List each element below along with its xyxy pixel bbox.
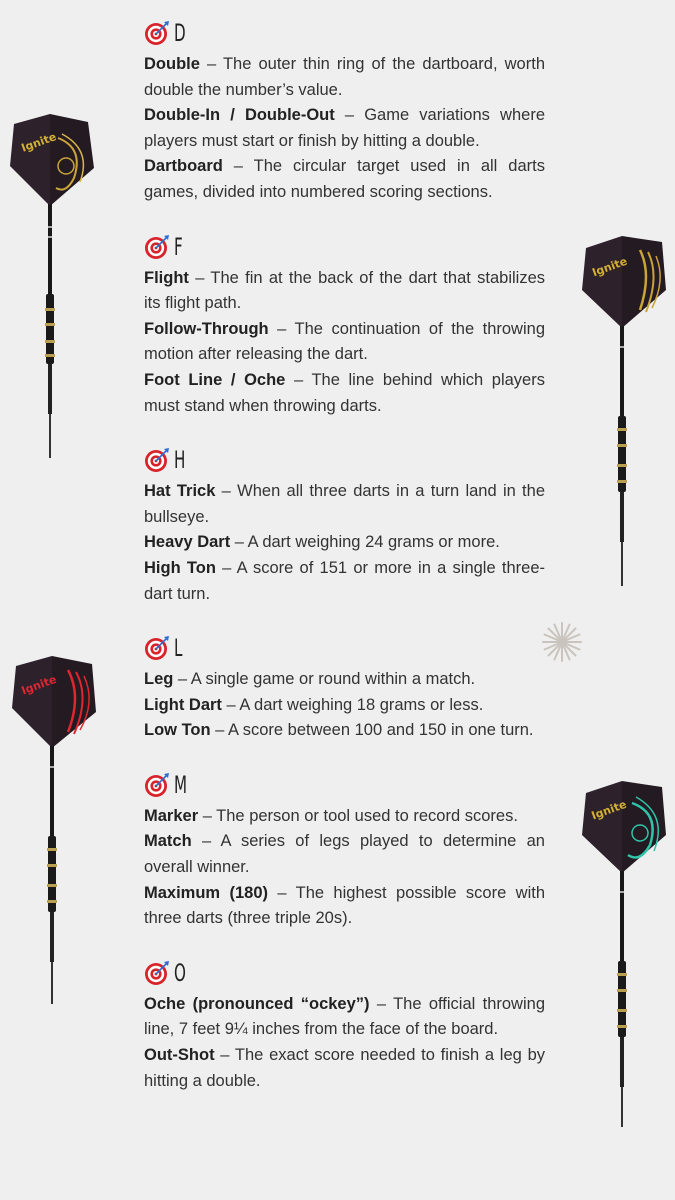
section-heading: [144, 18, 545, 48]
glossary-entry: [144, 881, 545, 932]
entry-term: Foot Line / Oche: [144, 370, 286, 389]
glossary-entry: [144, 154, 545, 205]
entry-term: Heavy Dart: [144, 533, 231, 552]
svg-text:Ignite: Ignite: [19, 672, 59, 698]
entry-term: Double: [144, 55, 200, 73]
section-heading: [144, 445, 545, 475]
entry-description: – The person or tool used to record scores.: [198, 806, 518, 825]
section-heading: [144, 958, 545, 988]
svg-text:Ignite: Ignite: [589, 797, 629, 823]
section-heading: [144, 770, 545, 800]
entry-description: – A dart weighing 24 grams or more.: [230, 533, 500, 552]
glossary-entry: [144, 530, 545, 556]
dart-image-gold-claw: [580, 230, 670, 590]
entry-term: Double-In / Double-Out: [144, 106, 335, 125]
entry-description: – A series of legs played to determine an overall winner.: [144, 832, 545, 877]
glossary-section: [144, 18, 545, 206]
glossary-entry: [144, 368, 545, 419]
glossary-entry: [144, 317, 545, 368]
entry-term: Flight: [144, 268, 189, 287]
glossary-entry: [144, 718, 545, 744]
entry-term: Oche (pronounced “ockey”): [144, 994, 370, 1013]
entry-description: – The line behind which players must stand when throwing darts.: [144, 370, 545, 415]
glossary-entry: [144, 479, 545, 530]
section-heading: [144, 633, 545, 663]
entry-term: Follow-Through: [144, 319, 269, 338]
glossary-entry: [144, 266, 545, 317]
glossary-entry: [144, 804, 545, 830]
entry-term: Low Ton: [144, 721, 211, 740]
starburst-icon: [540, 620, 584, 664]
svg-text:Ignite: Ignite: [19, 130, 59, 155]
dart-image-teal-swirl: [580, 775, 670, 1135]
glossary-entry: [144, 556, 545, 607]
section-letter: L: [174, 634, 183, 663]
section-letter: D: [174, 19, 186, 47]
section-letter: H: [174, 446, 186, 475]
entry-description: – The circular target used in all darts games, divided into numbered scoring sections.: [144, 157, 545, 201]
glossary-section: [144, 958, 545, 1094]
target-icon: [144, 234, 170, 260]
entry-description: – When all three darts in a turn land in the bullseye.: [144, 482, 545, 526]
glossary-section: [144, 770, 545, 932]
entry-term: Maximum (180): [144, 883, 268, 902]
entry-description: – Game variations where players must start or finish by hitting a double.: [144, 106, 545, 150]
dart-image-red-claw: [10, 650, 100, 1010]
entry-description: – The continuation of the throwing motion after releasing the dart.: [144, 319, 545, 364]
glossary-entry: [144, 693, 545, 719]
glossary-entry: [144, 103, 545, 154]
entry-term: Hat Trick: [144, 482, 216, 501]
entry-description: – The official throwing line, 7 feet 9¼ inches from the face of the board.: [144, 994, 545, 1039]
glossary-entry: [144, 667, 545, 693]
entry-description: – A score of 151 or more in a single three-dart turn.: [144, 558, 545, 603]
glossary-section: [144, 633, 545, 744]
dart-image-gold-swirl: [8, 108, 98, 468]
entry-description: – The fin at the back of the dart that stabilizes its flight path.: [144, 268, 545, 313]
glossary-entry: [144, 829, 545, 880]
glossary-entry: [144, 52, 545, 103]
target-icon: [144, 447, 170, 473]
entry-term: Leg: [144, 670, 174, 689]
entry-term: Marker: [144, 806, 199, 825]
entry-term: High Ton: [144, 558, 216, 577]
entry-description: – The exact score needed to finish a leg by hitting a double.: [144, 1046, 545, 1090]
section-letter: F: [174, 232, 183, 261]
entry-description: – The outer thin ring of the dartboard, worth double the number’s value.: [144, 55, 545, 99]
entry-description: – A dart weighing 18 grams or less.: [221, 695, 484, 714]
target-icon: [144, 960, 170, 986]
svg-text:Ignite: Ignite: [590, 254, 629, 280]
glossary: [144, 18, 545, 1120]
section-letter: M: [174, 770, 188, 799]
section-letter: O: [174, 958, 186, 987]
entry-term: Dartboard: [144, 157, 223, 176]
entry-description: – A score between 100 and 150 in one turn.: [210, 721, 534, 740]
target-icon: [144, 772, 170, 798]
target-icon: [144, 20, 170, 46]
glossary-section: [144, 232, 545, 420]
glossary-entry: [144, 1043, 545, 1094]
entry-description: – A single game or round within a match.: [173, 670, 476, 689]
entry-term: Match: [144, 832, 192, 851]
glossary-section: [144, 445, 545, 607]
target-icon: [144, 635, 170, 661]
glossary-entry: [144, 992, 545, 1043]
entry-description: – The highest possible score with three darts (three triple 20s).: [144, 883, 545, 928]
section-heading: [144, 232, 545, 262]
entry-term: Out-Shot: [144, 1046, 215, 1065]
entry-term: Light Dart: [144, 695, 222, 714]
